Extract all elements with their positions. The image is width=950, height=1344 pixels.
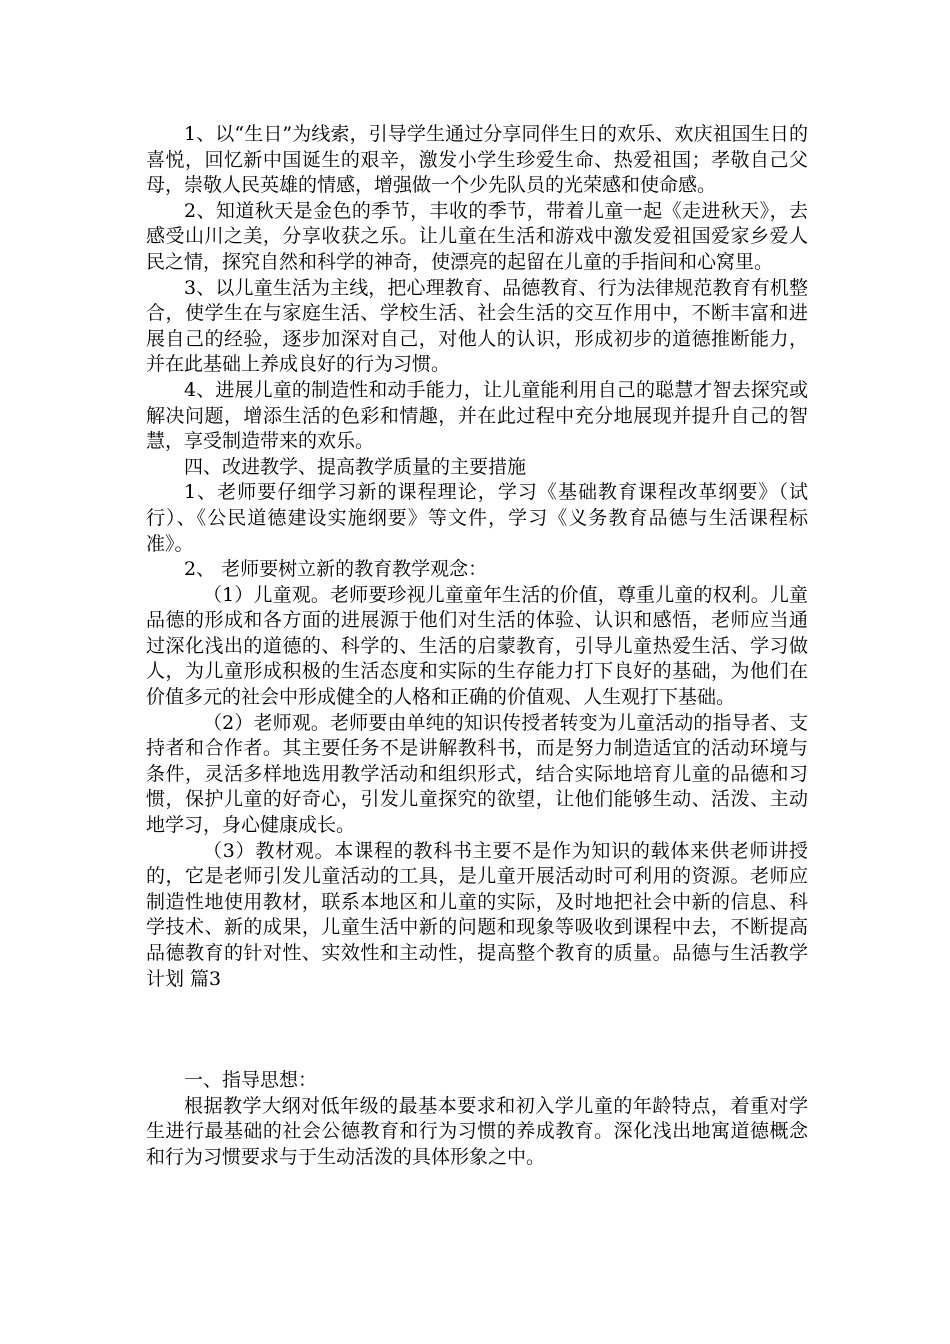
paragraph-measure-1: 1、老师要仔细学习新的课程理论，学习《基础教育课程改革纲要》（试行）、《公民道德建设实施纲要》等文件，学习《义务教育品德与生活课程标准》。 — [146, 481, 808, 555]
paragraph-textbook-view: （3）教材观。本课程的教科书主要不是作为知识的载体来供老师讲授的，它是老师引发儿童活动的工具，是儿童开展活动时可利用的资源。老师应制造性地使用教材，联系本地区和儿童的实际，及时地把社会中新的信息、科学技术、新的成果，儿童生活中新的问题和现象等吸收到课程中去，不断提高品德教育的针对性、实效性和主动性，提高整个教育的质量。品德与生活教学计划 篇3 — [146, 839, 808, 990]
section-gap — [146, 992, 808, 1068]
paragraph-teacher-view: （2）老师观。老师要由单纯的知识传授者转变为儿童活动的指导者、支持者和合作者。其主要任务不是讲解教科书，而是努力制造适宜的活动环境与条件，灵活多样地选用教学活动和组织形式，结合实际地培育儿童的品德和习惯，保护儿童的好奇心，引发儿童探究的欲望，让他们能够生动、活泼、主动地学习，身心健康成长。 — [146, 711, 808, 837]
document-body — [146, 122, 808, 1171]
section-heading-guiding-thought: 一、指导思想： — [184, 1069, 318, 1092]
section-heading-measures: 四、改进教学、提高教学质量的主要措施 — [184, 455, 527, 478]
paragraph-goal-3: 3、以儿童生活为主线，把心理教育、品德教育、行为法律规范教育有机整合，使学生在与家庭生活、学校生活、社会生活的交互作用中，不断丰富和进展自己的经验，逐步加深对自己，对他人的认识，形成初步的道德推断能力，并在此基础上养成良好的行为习惯。 — [146, 276, 808, 376]
paragraph-child-view: （1）儿童观。老师要珍视儿童童年生活的价值，尊重儿童的权利。儿童品德的形成和各方面的进展源于他们对生活的体验、认识和感悟，老师应当通过深化浅出的道德的、科学的、生活的启蒙教育，引导儿童热爱生活、学习做人，为儿童形成积极的生活态度和实际的生存能力打下良好的基础，为他们在价值多元的社会中形成健全的人格和正确的价值观、人生观打下基础。 — [146, 583, 808, 709]
paragraph-goal-1: 1、以“生日”为线索，引导学生通过分享同伴生日的欢乐、欢庆祖国生日的喜悦，回忆新中国诞生的艰辛，激发小学生珍爱生命、热爱祖国；孝敬自己父母，崇敬人民英雄的情感，增强做一个少先队员的光荣感和使命感。 — [146, 123, 808, 197]
paragraph-measure-2: 2、 老师要树立新的教育教学观念： — [184, 558, 488, 581]
paragraph-goal-2: 2、知道秋天是金色的季节，丰收的季节，带着儿童一起《走进秋天》，去感受山川之美，分享收获之乐。让儿童在生活和游戏中激发爱祖国爱家乡爱人民之情，探究自然和科学的神奇，使漂亮的起留在儿童的手指间和心窝里。 — [146, 199, 808, 273]
paragraph-guiding-thought: 根据教学大纲对低年级的最基本要求和初入学儿童的年龄特点，着重对学生进行最基础的社会公德教育和行为习惯的养成教育。深化浅出地寓道德概念和行为习惯要求与于生动活泼的具体形象之中。 — [146, 1094, 808, 1168]
paragraph-goal-4: 4、进展儿童的制造性和动手能力，让儿童能利用自己的聪慧才智去探究或解决问题，增添生活的色彩和情趣，并在此过程中充分地展现并提升自己的智慧，享受制造带来的欢乐。 — [146, 378, 808, 453]
